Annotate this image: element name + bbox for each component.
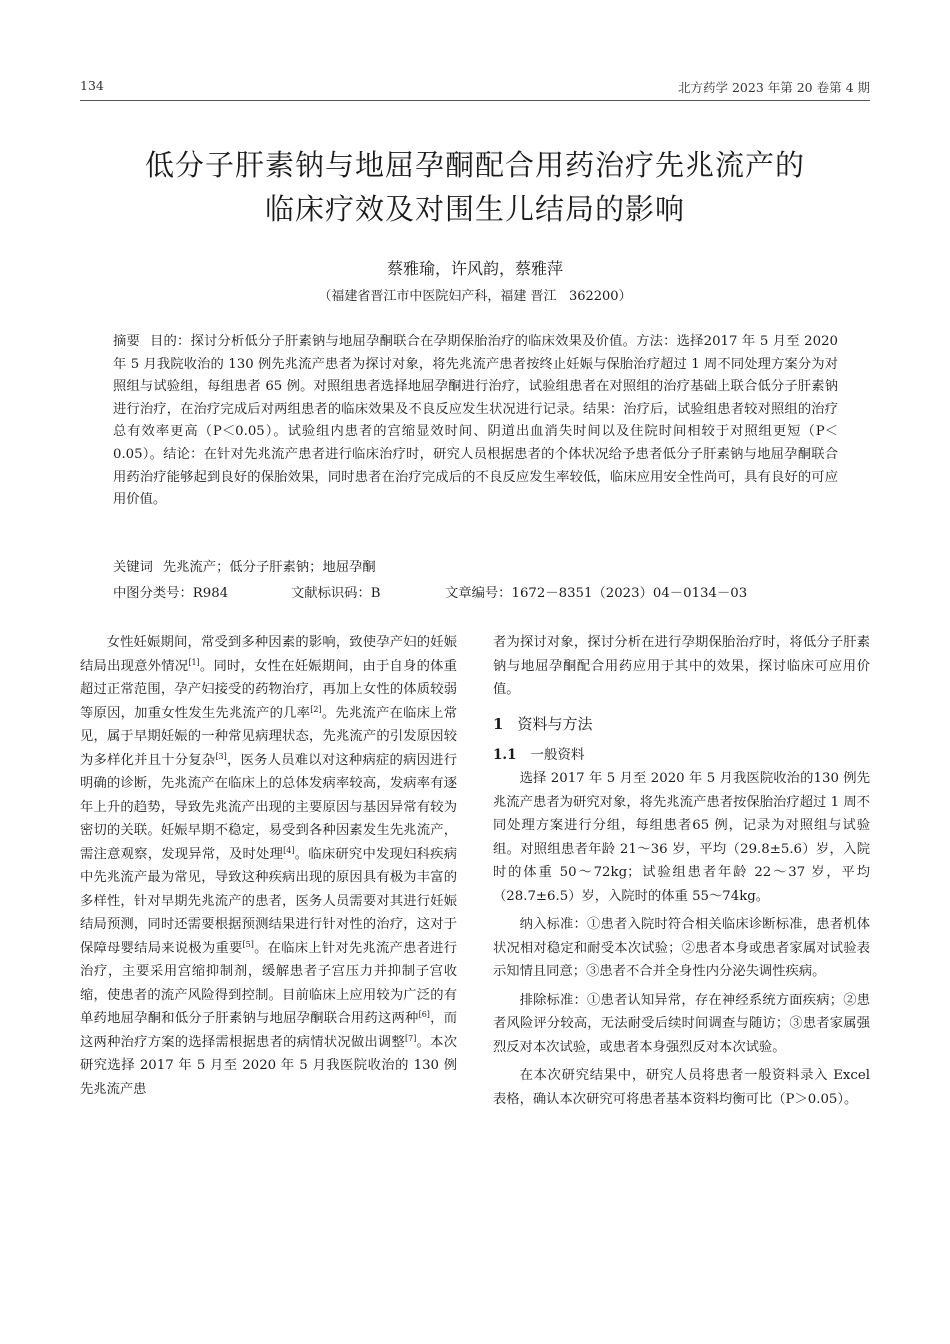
citation-6[interactable]: [6]: [418, 1010, 430, 1019]
authors: 蔡雅瑜，许风韵，蔡雅萍: [386, 259, 563, 278]
section-number: 1: [493, 714, 504, 733]
intro-continuation: 者为探讨对象，探讨分析在进行孕期保胎治疗时，将低分子肝素钠与地屈孕酮配合用药应用于其中的效果，探讨临床可应用价值。: [493, 635, 870, 697]
text-run: 。同时，女性在妊娠期间，由于自身的体重超过正常范围，孕产妇接受的药物治疗，再加上女性的体质较弱等原因，加重女性发生先兆流产的几率: [80, 658, 458, 721]
page-number: 134: [80, 78, 104, 93]
text-run: 。在临床上针对先兆流产患者进行治疗，主要采用宫缩抑制剂，缓解患者子宫压力并抑制子宫收缩，使患者的流产风险得到控制。目前临床上应用较为广泛的有单药地屈孕酮和低分子肝素钠与地屈孕酮联合用药这两种: [80, 940, 458, 1026]
citation-7[interactable]: [7]: [405, 1033, 417, 1043]
document-code: 文献标识码：B: [291, 586, 381, 601]
body-left-column: [80, 631, 457, 1101]
title-line-2: 临床疗效及对围生儿结局的影响: [264, 192, 685, 226]
text-run: 。本次研究选择 2017 年 5 月至 2020 年 5 月我医院收治的 130 例先兆流产患: [80, 1034, 458, 1097]
general-data-paragraph: 选择 2017 年 5 月至 2020 年 5 月我医院收治的130 例先兆流产患者为研究对象，将先兆流产患者按保胎治疗超过 1 周不同处理方案进行分组，每组患者65 例，记录为对照组与试验组。对照组患者年龄 21～36 岁，平均（29.8±5.6）岁，入院时的体重 50～72kg；试验组患者年龄 22～37 岁，平均（28.7±6.5）岁，入院时的体重 55～74kg。: [493, 771, 870, 904]
exclusion-criteria-paragraph: 排除标准：①患者认知异常，存在神经系统方面疾病；②患者风险评分较高，无法耐受后续时间调查与随访；③患者家属强烈反对本次试验，或患者本身强烈反对本次试验。: [493, 992, 870, 1055]
text-run: 。先兆流产在临床上常见，属于早期妊娠的一种常见病理状态，先兆流产的引发原因较为多样化并且十分复杂: [80, 705, 458, 768]
inclusion-criteria-paragraph: 纳入标准：①患者入院时符合相关临床诊断标准，患者机体状况相对稳定和耐受本次试验；②患者本身或患者家属对试验表示知情且同意；③患者不合并全身性内分泌失调性疾病。: [493, 917, 870, 979]
abstract-label: 摘要: [113, 334, 141, 349]
subsection-heading: [493, 744, 870, 768]
text-run: 。临床研究中发现妇科疾病中先兆流产最为常见，导致这种疾病出现的原因具有极为丰富的多样性，针对早期先兆流产的患者，医务人员需要对其进行妊娠结局预测，同时还需要根据预测结果进行针对性的治疗，这对于保障母婴结局来说极为重要: [80, 846, 458, 956]
intro-paragraph: [80, 631, 457, 1101]
body-right-column: [493, 631, 870, 1111]
text-run: ，而这两种治疗方案的选择需根据患者的病情状况做出调整: [80, 1011, 458, 1050]
text-run: ，医务人员难以对这种病症的病因进行明确的诊断，先兆流产在临床上的总体发病率较高，发病率有逐年上升的趋势，导致先兆流产出现的主要原因与基因异常有较为密切的关联。妊娠早期不稳定，易受到各种因素发生先兆流产，需注意观察，发现异常，及时处理: [80, 752, 458, 862]
text-run: 女性妊娠期间，常受到多种因素的影响，致使孕产妇的妊娠结局出现意外情况: [80, 635, 457, 674]
affiliation: （福建省晋江市中医院妇产科，福建 晋江 362200）: [318, 289, 632, 304]
header-rule: [80, 100, 870, 101]
title-line-1: 低分子肝素钠与地屈孕酮配合用药治疗先兆流产的: [144, 148, 805, 182]
citation-2[interactable]: [2]: [310, 704, 322, 714]
data-entry-paragraph: 在本次研究结果中，研究人员将患者一般资料录入 Excel 表格，确认本次研究可将患者基本资料均衡可比（P＞0.05）。: [493, 1068, 870, 1107]
keywords-text: 先兆流产；低分子肝素钠；地屈孕酮: [162, 560, 376, 575]
abstract-text: 目的：探讨分析低分子肝素钠与地屈孕酮联合在孕期保胎治疗的临床效果及价值。方法：选择2017 年 5 月至 2020 年 5 月我院收治的 130 例先兆流产患者为探讨对象，将先兆流产患者按终止妊娠与保胎治疗超过 1 周不同处理方案分为对照组与试验组，每组患者 65 例。对照组患者选择地屈孕酮进行治疗，试验组患者在对照组的治疗基础上联合低分子肝素钠进行治疗，在治疗完成后对两组患者的临床效果及不良反应发生状况进行记录。结果：治疗后，试验组患者较对照组的治疗总有效率更高（P＜0.05）。试验组内患者的宫缩显效时间、阴道出血消失时间以及住院时间相较于对照组更短（P＜0.05）。结论：在针对先兆流产患者进行临床治疗时，研究人员根据患者的个体状况给予患者低分子肝素钠与地屈孕酮联合用药治疗能够起到良好的保胎效果，同时患者在治疗完成后的不良反应发生率较低，临床应用安全性尚可，具有良好的可应用价值。: [113, 334, 839, 508]
citation-4[interactable]: [4]: [283, 845, 295, 855]
journal-info: 北方药学 2023 年第 20 卷第 4 期: [677, 80, 870, 95]
citation-3[interactable]: [3]: [215, 751, 227, 761]
clc-number: 中图分类号：R984: [113, 586, 229, 601]
keywords: [113, 557, 838, 579]
classification-line: [113, 583, 838, 605]
citation-5[interactable]: [5]: [242, 939, 254, 949]
article-id: 文章编号：1672－8351（2023）04－0134－03: [445, 586, 748, 601]
subsection-number: 1.1: [493, 746, 517, 763]
abstract: [113, 331, 838, 512]
section-heading: [493, 712, 870, 736]
article-title: [80, 143, 870, 231]
keywords-label: 关键词: [113, 560, 153, 575]
section-title: 资料与方法: [517, 714, 593, 733]
running-header: [80, 78, 870, 100]
subsection-title: 一般资料: [530, 746, 585, 763]
citation-1[interactable]: [1]: [188, 657, 200, 667]
